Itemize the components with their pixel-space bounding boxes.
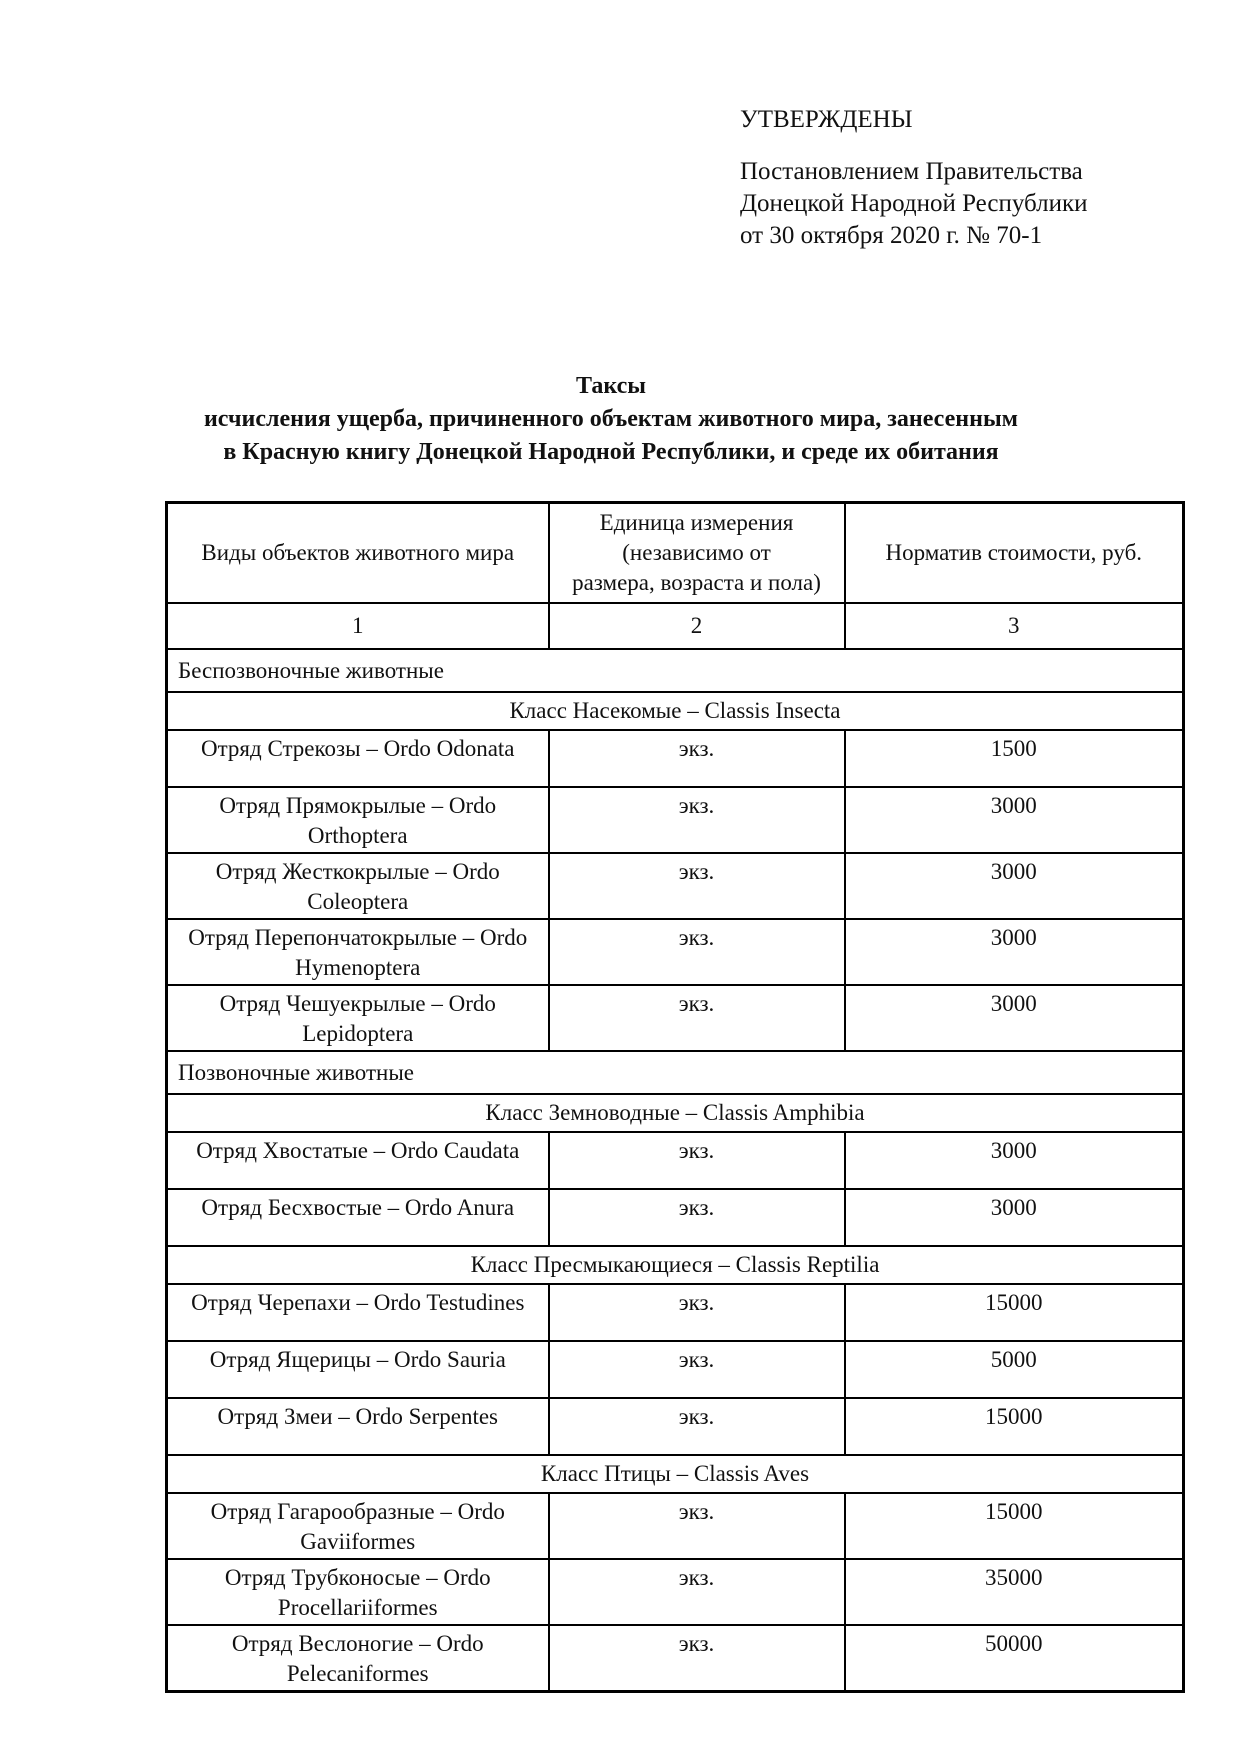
value-cell: 3000	[845, 1189, 1184, 1246]
class-heading-cell: Класс Птицы – Classis Aves	[167, 1455, 1184, 1493]
species-row	[167, 985, 1184, 1051]
species-cell: Отряд Прямокрылые – Ordo Orthoptera	[167, 787, 549, 853]
species-cell: Отряд Трубконосые – Ordo Procellariiformes	[167, 1559, 549, 1625]
title-line: исчисления ущерба, причиненного объектам животного мира, занесенным	[203, 406, 1019, 432]
unit-cell: экз.	[549, 1284, 845, 1341]
column-header-unit-line: Единица измерения	[599, 510, 794, 535]
species-row	[167, 1625, 1184, 1692]
unit-cell: экз.	[549, 1398, 845, 1455]
species-row	[167, 1493, 1184, 1559]
species-cell: Отряд Хвостатые – Ordo Caudata	[167, 1132, 549, 1189]
column-number: 1	[167, 603, 549, 649]
unit-cell: экз.	[549, 1132, 845, 1189]
column-header-species: Виды объектов животного мира	[167, 503, 549, 604]
value-cell: 15000	[845, 1284, 1184, 1341]
value-cell: 50000	[845, 1625, 1184, 1692]
approval-line: от 30 октября 2020 г. № 70-1	[740, 222, 1043, 249]
title-line: Таксы	[575, 373, 647, 399]
value-cell: 3000	[845, 919, 1184, 985]
unit-cell: экз.	[549, 1559, 845, 1625]
class-heading-cell: Класс Насекомые – Classis Insecta	[167, 692, 1184, 730]
unit-cell: экз.	[549, 919, 845, 985]
unit-cell: экз.	[549, 1189, 845, 1246]
column-header-value: Норматив стоимости, руб.	[845, 503, 1184, 604]
class-heading-row	[167, 1094, 1184, 1132]
value-cell: 3000	[845, 787, 1184, 853]
species-cell: Отряд Черепахи – Ordo Testudines	[167, 1284, 549, 1341]
value-cell: 15000	[845, 1493, 1184, 1559]
class-heading-cell: Класс Земноводные – Classis Amphibia	[167, 1094, 1184, 1132]
species-row	[167, 787, 1184, 853]
species-row	[167, 1341, 1184, 1398]
column-number: 3	[845, 603, 1184, 649]
unit-cell: экз.	[549, 1493, 845, 1559]
species-cell: Отряд Чешуекрылые – Ordo Lepidoptera	[167, 985, 549, 1051]
species-cell: Отряд Стрекозы – Ordo Odonata	[167, 730, 549, 787]
species-row	[167, 730, 1184, 787]
column-number: 2	[549, 603, 845, 649]
species-cell: Отряд Ящерицы – Ordo Sauria	[167, 1341, 549, 1398]
value-cell: 5000	[845, 1341, 1184, 1398]
unit-cell: экз.	[549, 853, 845, 919]
class-heading-cell: Класс Пресмыкающиеся – Classis Reptilia	[167, 1246, 1184, 1284]
approval-resolution	[740, 156, 1088, 252]
approval-line: Донецкой Народной Республики	[740, 190, 1088, 217]
value-cell: 15000	[845, 1398, 1184, 1455]
value-cell: 3000	[845, 853, 1184, 919]
species-row	[167, 853, 1184, 919]
column-header-unit-line: (независимо от	[622, 540, 771, 565]
species-cell: Отряд Жесткокрылые – Ordo Coleoptera	[167, 853, 549, 919]
class-heading-row	[167, 692, 1184, 730]
value-cell: 35000	[845, 1559, 1184, 1625]
species-cell: Отряд Веслоногие – Ordo Pelecaniformes	[167, 1625, 549, 1692]
unit-cell: экз.	[549, 730, 845, 787]
class-heading-row	[167, 1246, 1184, 1284]
document-title	[165, 370, 1057, 469]
value-cell: 1500	[845, 730, 1184, 787]
section-heading-row	[167, 1051, 1184, 1094]
title-line: в Красную книгу Донецкой Народной Республики, и среде их обитания	[223, 439, 999, 465]
species-row	[167, 919, 1184, 985]
approved-label: УТВЕРЖДЕНЫ	[740, 106, 913, 133]
column-header-unit-line: размера, возраста и пола)	[572, 570, 821, 595]
value-cell: 3000	[845, 985, 1184, 1051]
approval-line: Постановлением Правительства	[740, 158, 1083, 185]
class-heading-row	[167, 1455, 1184, 1493]
table-header-row	[167, 503, 1184, 604]
species-row	[167, 1132, 1184, 1189]
value-cell: 3000	[845, 1132, 1184, 1189]
species-cell: Отряд Змеи – Ordo Serpentes	[167, 1398, 549, 1455]
damage-tax-table	[165, 501, 1185, 1693]
species-row	[167, 1398, 1184, 1455]
unit-cell: экз.	[549, 985, 845, 1051]
unit-cell: экз.	[549, 1341, 845, 1398]
species-cell: Отряд Бесхвостые – Ordo Anura	[167, 1189, 549, 1246]
species-cell: Отряд Перепончатокрылые – Ordo Hymenoptera	[167, 919, 549, 985]
species-cell: Отряд Гагарообразные – Ordo Gaviiformes	[167, 1493, 549, 1559]
species-row	[167, 1189, 1184, 1246]
species-row	[167, 1284, 1184, 1341]
table-body	[167, 649, 1184, 1692]
species-row	[167, 1559, 1184, 1625]
section-heading-cell: Позвоночные животные	[167, 1051, 1184, 1094]
unit-cell: экз.	[549, 787, 845, 853]
section-heading-row	[167, 649, 1184, 692]
section-heading-cell: Беспозвоночные животные	[167, 649, 1184, 692]
column-header-unit	[549, 503, 845, 604]
column-numbers-row	[167, 603, 1184, 649]
approval-block	[740, 104, 1088, 252]
unit-cell: экз.	[549, 1625, 845, 1692]
